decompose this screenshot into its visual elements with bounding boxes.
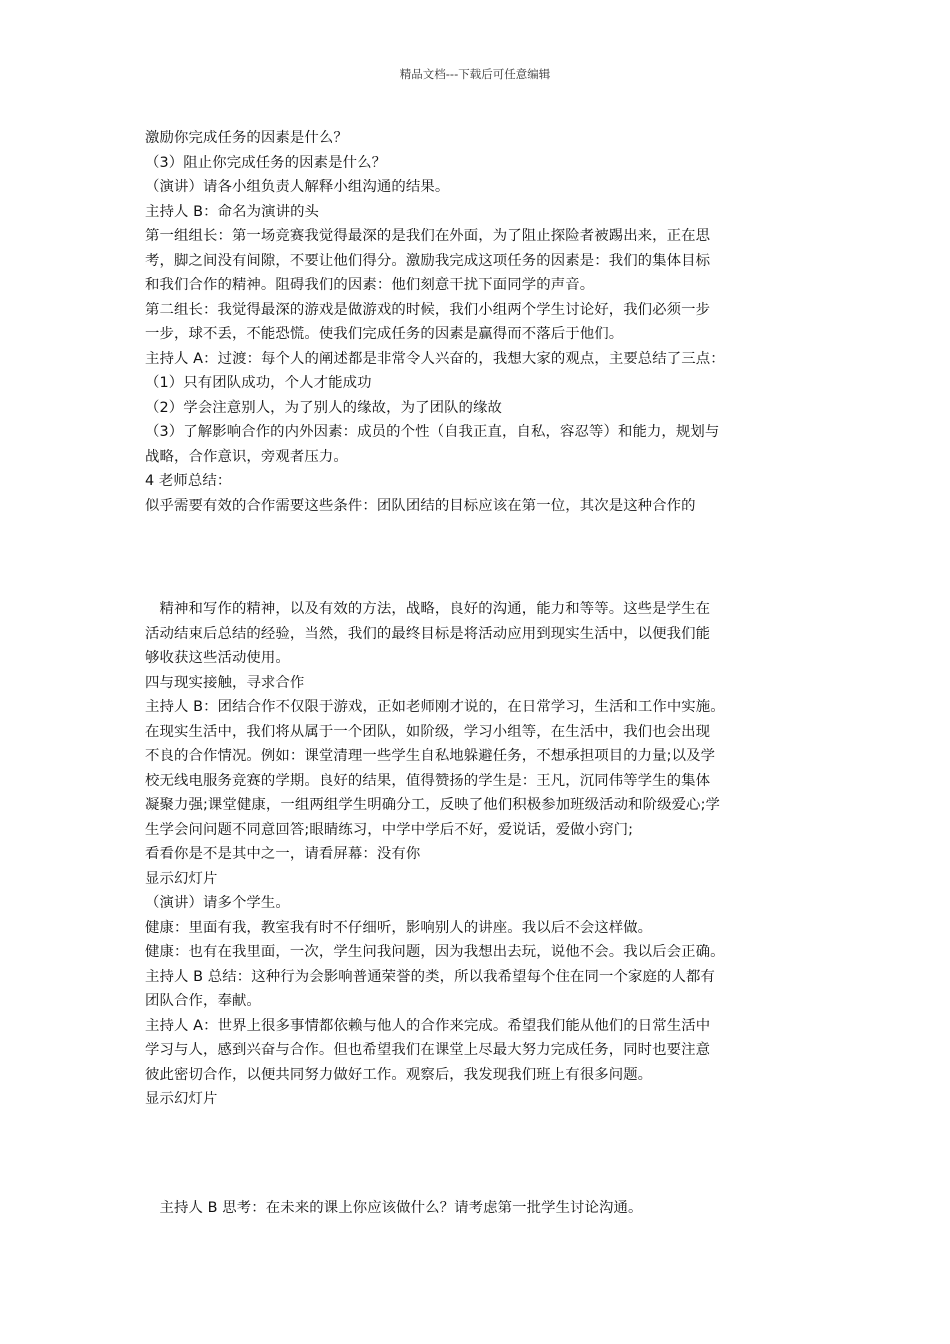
text-line: 校无线电服务竞赛的学期。良好的结果，值得赞扬的学生是：王凡，沉同伟等学生的集体 xyxy=(145,772,711,789)
text-line: （1）只有团队成功，个人才能成功 xyxy=(145,375,372,391)
text-line: 一步，球不丢，不能恐慌。使我们完成任务的因素是赢得而不落后于他们。 xyxy=(145,326,624,342)
text-line: 显示幻灯片 xyxy=(145,1091,218,1107)
text-line: 健康：里面有我，教室我有时不仔细听，影响别人的讲座。我以后不会这样做。 xyxy=(145,919,653,936)
text-line: 生学会问问题不同意回答;眼睛练习，中学中学后不好，爱说话，爱做小窍门; xyxy=(145,821,634,838)
text-line: 彼此密切合作，以便共同努力做好工作。观察后，我发现我们班上有很多问题。 xyxy=(145,1066,653,1083)
text-line: 学习与人，感到兴奋与合作。但也希望我们在课堂上尽最大努力完成任务，同时也要注意 xyxy=(145,1042,711,1058)
text-line: 第一组组长：第一场竞赛我觉得最深的是我们在外面，为了阻止探险者被踢出来，正在思 xyxy=(145,228,711,244)
text-line: （3）了解影响合作的内外因素：成员的个性（自我正直，自私，容忍等）和能力，规划与 xyxy=(145,424,720,440)
text-line: 主持人 A：世界上很多事情都依赖与他人的合作来完成。希望我们能从他们的日常生活中 xyxy=(145,1017,711,1034)
text-line: 4 老师总结： xyxy=(145,473,232,489)
text-line: 激励你完成任务的因素是什么？ xyxy=(145,130,348,146)
text-line: 主持人 B：团结合作不仅限于游戏，正如老师刚才说的，在日常学习，生活和工作中实施。 xyxy=(145,699,725,715)
page-header: 精品文档---下载后可任意编辑 xyxy=(399,67,551,81)
text-line: 和我们合作的精神。阻碍我们的因素：他们刻意干扰下面同学的声音。 xyxy=(145,277,595,293)
text-line: 似乎需要有效的合作需要这些条件：团队团结的目标应该在第一位，其次是这种合作的 xyxy=(145,497,696,514)
text-line: 看看你是不是其中之一，请看屏幕：没有你 xyxy=(145,846,421,862)
text-line: 考，脚之间没有间隙，不要让他们得分。激励我完成这项任务的因素是：我们的集体目标 xyxy=(145,252,711,269)
text-line: 团队合作，奉献。 xyxy=(145,993,261,1009)
text-line: （2）学会注意别人，为了别人的缘故，为了团队的缘故 xyxy=(145,399,503,416)
text-section-2 xyxy=(145,597,825,1112)
text-line: 主持人 B：命名为演讲的头 xyxy=(145,203,320,220)
text-line: 够收获这些活动使用。 xyxy=(145,650,290,666)
text-line: 凝聚力强;课堂健康，一组两组学生明确分工，反映了他们积极参加班级活动和阶级爱心;学 xyxy=(145,797,721,813)
text-line: 显示幻灯片 xyxy=(145,870,218,887)
text-line: 战略，合作意识，旁观者压力。 xyxy=(145,448,348,465)
text-line: 精神和写作的精神，以及有效的方法，战略，良好的沟通，能力和等等。这些是学生在 xyxy=(145,601,711,617)
text-section-1 xyxy=(145,126,825,518)
text-line: 不良的合作情况。例如：课堂清理一些学生自私地躲避任务，不想承担项目的力量;以及学 xyxy=(145,748,716,764)
text-line: 活动结束后总结的经验，当然，我们的最终目标是将活动应用到现实生活中，以便我们能 xyxy=(145,625,711,642)
text-line: 第二组长：我觉得最深的游戏是做游戏的时候，我们小组两个学生讨论好，我们必须一步 xyxy=(145,301,711,318)
text-line: 在现实生活中，我们将从属于一个团队，如阶级，学习小组等，在生活中，我们也会出现 xyxy=(145,723,711,740)
text-line: 四与现实接触，寻求合作 xyxy=(145,674,305,691)
text-line: （演讲）请多个学生。 xyxy=(145,895,290,911)
text-section-3 xyxy=(145,1196,825,1221)
text-line: 主持人 B 总结：这种行为会影响普通荣誉的类，所以我希望每个住在同一个家庭的人都有 xyxy=(145,968,715,985)
text-line: 主持人 A：过渡：每个人的阐述都是非常令人兴奋的，我想大家的观点，主要总结了三点： xyxy=(145,350,725,367)
text-line: （3）阻止你完成任务的因素是什么？ xyxy=(145,154,387,171)
text-line: （演讲）请各小组负责人解释小组沟通的结果。 xyxy=(145,179,450,195)
text-line: 健康：也有在我里面，一次，学生问我问题，因为我想出去玩，说他不会。我以后会正确。 xyxy=(145,944,725,960)
text-line: 主持人 B 思考：在未来的课上你应该做什么？请考虑第一批学生讨论沟通。 xyxy=(145,1200,643,1216)
